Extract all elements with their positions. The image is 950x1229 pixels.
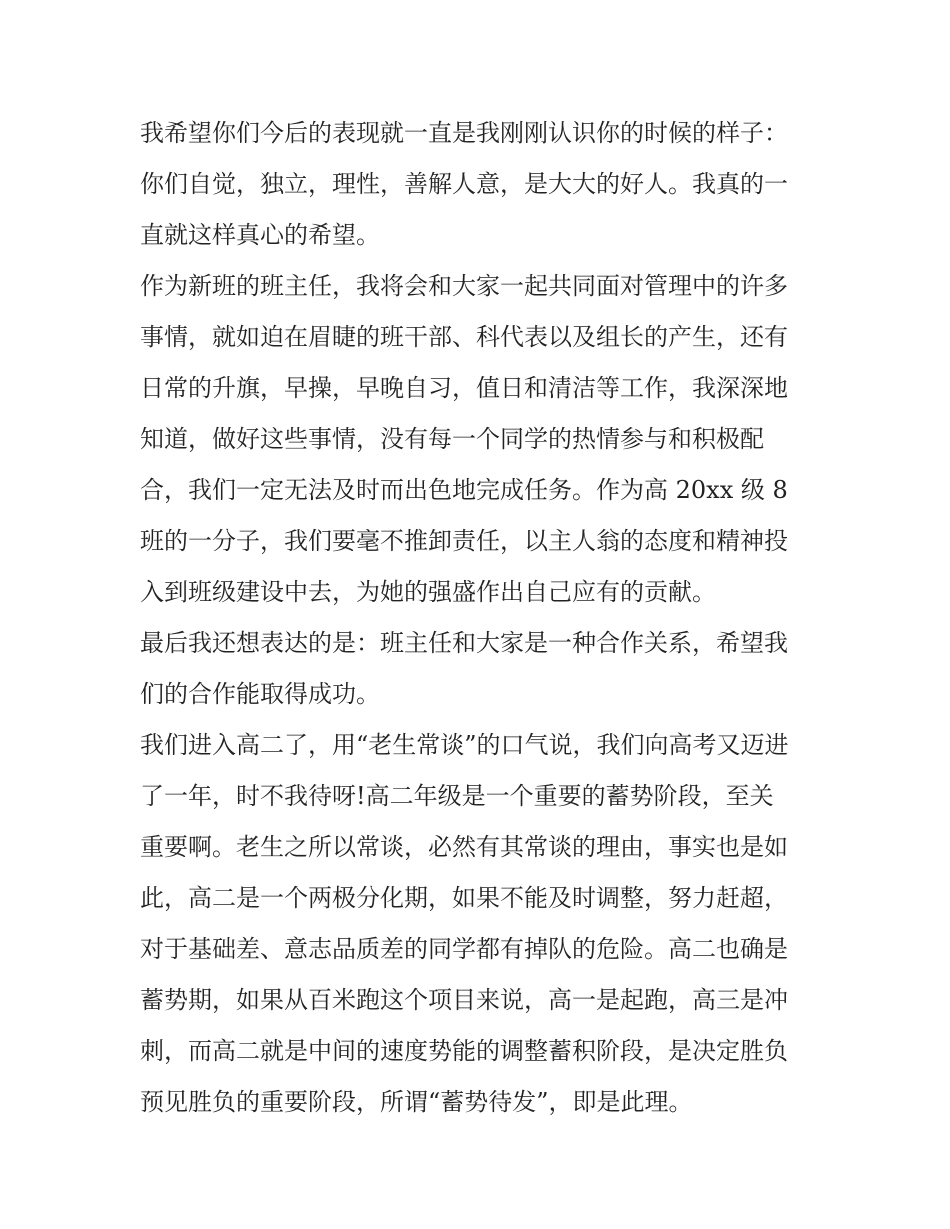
text-line: 们的合作能取得成功。 (140, 680, 380, 708)
text-line: 了一年，时不我待呀!高二年级是一个重要的蓄势阶段，至关 (140, 782, 774, 810)
text-line: 刺，而高二就是中间的速度势能的调整蓄积阶段，是决定胜负 (140, 1037, 788, 1065)
text-line: 预见胜负的重要阶段，所谓“蓄势待发”，即是此理。 (140, 1088, 693, 1116)
text-line: 合，我们一定无法及时而出色地完成任务。作为高 20xx 级 8 (140, 476, 788, 504)
text-line: 重要啊。老生之所以常谈，必然有其常谈的理由，事实也是如 (140, 833, 788, 861)
text-line: 蓄势期，如果从百米跑这个项目来说，高一是起跑，高三是冲 (140, 986, 788, 1014)
text-line: 对于基础差、意志品质差的同学都有掉队的危险。高二也确是 (140, 935, 788, 963)
text-line: 作为新班的班主任，我将会和大家一起共同面对管理中的许多 (140, 272, 788, 300)
text-line: 知道，做好这些事情，没有每一个同学的热情参与和积极配 (140, 425, 764, 453)
text-line: 直就这样真心的希望。 (140, 221, 380, 249)
text-line: 班的一分子，我们要毫不推卸责任，以主人翁的态度和精神投 (140, 527, 788, 555)
text-line: 此，高二是一个两极分化期，如果不能及时调整，努力赶超， (140, 884, 788, 912)
text-line: 你们自觉，独立，理性，善解人意，是大大的好人。我真的一 (140, 170, 788, 198)
body-text (140, 108, 820, 1128)
text-line: 最后我还想表达的是：班主任和大家是一种合作关系，希望我 (140, 629, 788, 657)
text-line: 我希望你们今后的表现就一直是我刚刚认识你的时候的样子： (140, 119, 788, 147)
text-line: 事情，就如迫在眉睫的班干部、科代表以及组长的产生，还有 (140, 323, 788, 351)
text-line: 入到班级建设中去，为她的强盛作出自己应有的贡献。 (140, 578, 716, 606)
text-line: 日常的升旗，早操，早晚自习，值日和清洁等工作，我深深地 (140, 374, 788, 402)
text-line: 我们进入高二了，用“老生常谈”的口气说，我们向高考又迈进 (140, 731, 789, 759)
